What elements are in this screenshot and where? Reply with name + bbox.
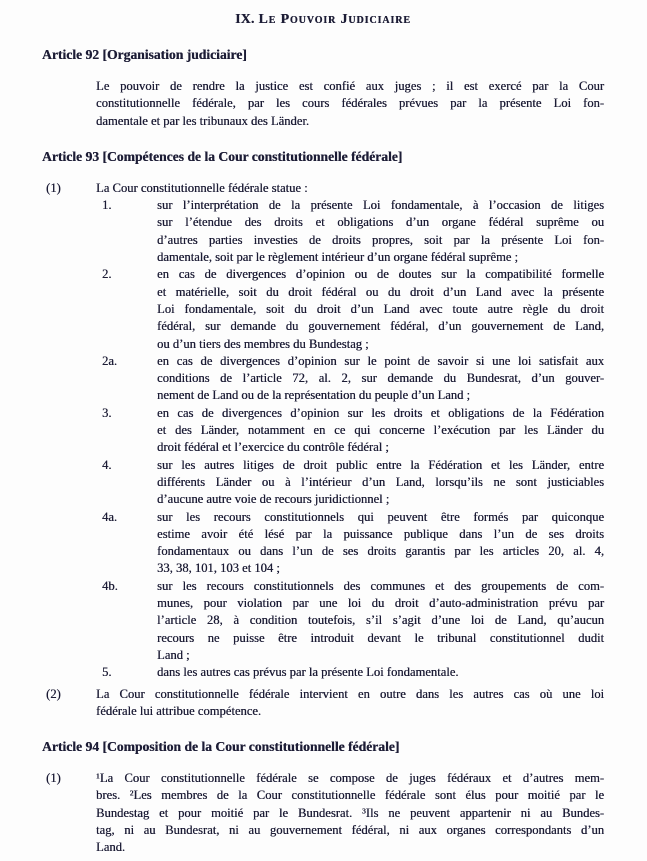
block-body bbox=[96, 686, 604, 721]
section-number: IX. bbox=[235, 11, 255, 26]
paragraph-number: (1) bbox=[46, 771, 61, 786]
block-body bbox=[157, 405, 604, 457]
text-line: sur les recours constitutionnels des communes et des groupements de com- bbox=[157, 578, 604, 593]
list-item bbox=[42, 405, 604, 457]
text-line: recours ne puisse être introduit devant le tribunal constitutionnel dudit bbox=[157, 630, 604, 645]
list-item bbox=[42, 457, 604, 509]
paragraph-number: (2) bbox=[46, 686, 61, 701]
text-line: Loi fondamentale, soit du droit d’un Land avec toute autre règle du droit bbox=[157, 301, 604, 316]
text-line: sur les recours constitutionnels qui peuvent être formés par quiconque bbox=[157, 509, 604, 524]
text-line: Land ; bbox=[157, 647, 190, 662]
text-line: en cas de divergences d’opinion sur le point de savoir si une loi satisfait aux bbox=[157, 353, 604, 368]
document-body bbox=[42, 46, 604, 857]
block-body bbox=[157, 664, 604, 681]
block-body bbox=[157, 197, 604, 266]
text-line: estime avoir été lésé par la puissance publique dans l’un de ses droits bbox=[157, 526, 604, 541]
text-line: droit fédéral et l’exercice du contrôle fédéral ; bbox=[157, 440, 389, 455]
text-line: damentale et par les tribunaux des Länder. bbox=[96, 113, 309, 128]
text-line: sur l’étendue des droits et obligations d’un organe fédéral suprême ou bbox=[157, 215, 604, 230]
text-line: La Cour constitutionnelle fédérale intervient en outre dans les autres cas où une loi bbox=[96, 686, 604, 701]
text-line: sur l’interprétation de la présente Loi fondamentale, à l’occasion de litiges bbox=[157, 198, 604, 213]
item-number: 4a. bbox=[102, 509, 118, 524]
item-number: 1. bbox=[102, 198, 112, 213]
article-heading: Article 92 [Organisation judiciaire] bbox=[42, 47, 247, 62]
paragraph bbox=[42, 78, 604, 130]
item-number: 2a. bbox=[102, 353, 118, 368]
text-line: en cas de divergences d’opinion sur les droits et obligations de la Fédération bbox=[157, 405, 604, 420]
text-line: d’aucune autre voie de recours juridictionnel ; bbox=[157, 492, 390, 507]
section-heading bbox=[42, 10, 604, 28]
text-line: en cas de divergences d’opinion ou de doutes sur la compatibilité formelle bbox=[157, 267, 604, 282]
item-number: 2. bbox=[102, 267, 112, 282]
item-number: 3. bbox=[102, 405, 112, 420]
paragraph-number: (1) bbox=[46, 180, 61, 195]
block-body bbox=[157, 509, 604, 578]
text-line: tag, ni au Bundesrat, ni au gouvernement fédéral, ni aux organes correspondants d’un bbox=[96, 822, 604, 837]
text-line: conditions de l’article 72, al. 2, sur demande du Bundesrat, d’un gouver- bbox=[157, 371, 604, 386]
text-line: sur les autres litiges de droit public entre la Fédération et les Länder, entre bbox=[157, 457, 604, 472]
text-line: et des Länder, notamment en ce qui concerne l’exécution par les Länder du bbox=[157, 423, 604, 438]
text-line: damentale, soit par le règlement intérieur d’un organe fédéral suprême ; bbox=[157, 250, 518, 265]
article-heading: Article 93 [Compétences de la Cour constitutionnelle fédérale] bbox=[42, 148, 403, 164]
text-line: ¹La Cour constitutionnelle fédérale se compose de juges fédéraux et d’autres mem- bbox=[96, 771, 604, 786]
item-number: 5. bbox=[102, 665, 112, 680]
list-item bbox=[42, 578, 604, 664]
block-body bbox=[157, 353, 604, 405]
paragraph bbox=[42, 180, 604, 197]
text-line: 33, 38, 101, 103 et 104 ; bbox=[157, 561, 280, 576]
text-line: bres. ²Les membres de la Cour constitutionnelle fédérale sont élus pour moitié par le bbox=[96, 788, 604, 803]
block-body bbox=[157, 578, 604, 664]
paragraph bbox=[42, 770, 604, 856]
block-body bbox=[96, 180, 604, 197]
text-line: La Cour constitutionnelle fédérale statue : bbox=[96, 180, 308, 195]
text-line: Land. bbox=[96, 840, 126, 855]
text-line: fédérale lui attribue compétence. bbox=[96, 703, 262, 718]
text-line: et matérielle, soit du droit fédéral ou du droit d’un Land avec la présente bbox=[157, 284, 604, 299]
list-item bbox=[42, 353, 604, 405]
text-line: différents Länder ou à l’intérieur d’un Land, lorsqu’ils ne sont justiciables bbox=[157, 474, 604, 489]
list-item bbox=[42, 509, 604, 578]
block-body bbox=[157, 457, 604, 509]
text-line: dans les autres cas prévus par la présente Loi fondamentale. bbox=[157, 665, 459, 680]
text-line: fondamentaux ou dans l’un de ses droits garantis par les articles 20, al. 4, bbox=[157, 544, 604, 559]
block-body bbox=[96, 78, 604, 130]
block-body bbox=[96, 770, 604, 856]
text-line: l’article 28, à condition toutefois, s’il s’agit d’une loi de Land, qu’aucun bbox=[157, 613, 604, 628]
list-item bbox=[42, 197, 604, 266]
text-line: fédéral, sur demande du gouvernement fédéral, d’un gouvernement de Land, bbox=[157, 319, 604, 334]
item-number: 4b. bbox=[102, 578, 118, 593]
text-line: munes, pour violation par une loi du droit d’auto-administration prévu par bbox=[157, 596, 604, 611]
text-line: Le pouvoir de rendre la justice est confié aux juges ; il est exercé par la Cour bbox=[96, 79, 604, 93]
block-body bbox=[157, 266, 604, 352]
list-item bbox=[42, 266, 604, 352]
item-number: 4. bbox=[102, 457, 112, 472]
article-heading: Article 94 [Composition de la Cour constitutionnelle fédérale] bbox=[42, 739, 400, 755]
text-line: d’autres parties investies de droits propres, soit par la présente Loi fon- bbox=[157, 232, 604, 247]
paragraph bbox=[42, 686, 604, 721]
text-line: ou d’un tiers des membres du Bundestag ; bbox=[157, 336, 369, 351]
text-line: Bundestag et pour moitié par le Bundesrat. ³Ils ne peuvent appartenir ni au Bundes- bbox=[96, 805, 604, 820]
list-item bbox=[42, 664, 604, 681]
text-line: constitutionnelle fédérale, par les cours fédérales prévues par la présente Loi fon- bbox=[96, 96, 604, 111]
section-title-text: Le Pouvoir Judiciaire bbox=[258, 11, 411, 26]
text-line: nement de Land ou de la représentation du peuple d’un Land ; bbox=[157, 388, 470, 403]
